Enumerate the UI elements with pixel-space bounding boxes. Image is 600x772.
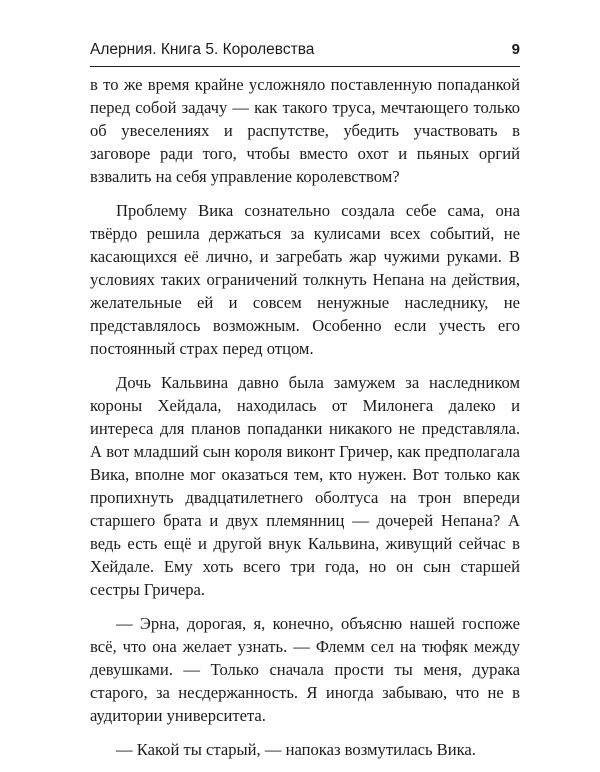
paragraph: в то же время крайне усложняло поставленную попаданкой перед собой задачу — как такого труса, мечтающего только об увеселениях и распутстве, убедить участвовать в заговоре ради того, чтобы вместо охот и пьяных оргий взвалить на себя управление королевством?	[90, 75, 520, 186]
paragraph: — Какой ты старый, — напоказ возмутилась Вика.	[116, 740, 476, 759]
paragraph: — Эрна, дорогая, я, конечно, объясню нашей госпоже всё, что она желает узнать. — Флемм сел на тюфяк между девушками. — Только сначала прости ты меня, дурака старого, за несдержанность. Я иногда забываю, что не в аудитории университета.	[90, 614, 520, 725]
page-number: 9	[511, 41, 520, 58]
book-page	[90, 40, 520, 772]
paragraph: Дочь Кальвина давно была замужем за наследником короны Хейдала, находилась от Милонега далеко и интереса для планов попаданки никакого не представляла. А вот младший сын короля виконт Гричер, как предполагала Вика, вполне мог оказаться тем, кто нужен. Вот только как пропихнуть двадцатилетнего оболтуса на трон впереди старшего брата и двух племянниц — дочерей Непана? А ведь есть ещё и другой внук Кальвина, живущий сейчас в Хейдале. Ему хоть всего три года, но он сын старшей сестры Гричера.	[90, 373, 520, 599]
paragraph: Проблему Вика сознательно создала себе сама, она твёрдо решила держаться за кулисами всех событий, не касающихся её лично, и загребать жар чужими руками. В условиях таких ограничений толкнуть Непана на действия, желательные ей и совсем ненужные наследнику, не представлялось возможным. Особенно если учесть его постоянный страх перед отцом.	[90, 201, 520, 358]
book-title: Алерния. Книга 5. Королевства	[90, 41, 315, 58]
body-text	[90, 73, 520, 761]
running-header	[90, 40, 520, 67]
